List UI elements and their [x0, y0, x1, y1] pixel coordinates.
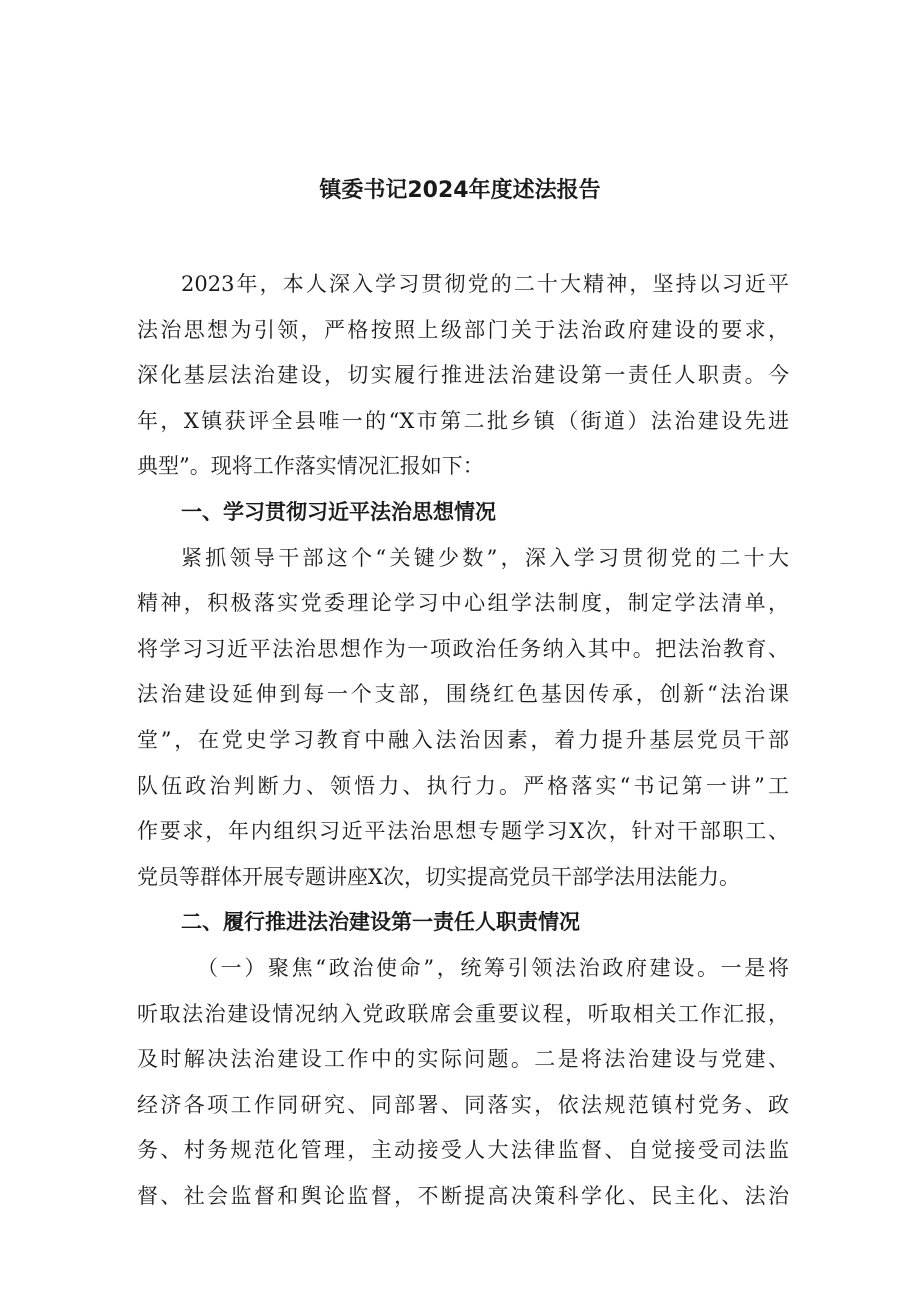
- paragraph-line: 堂”，在党史学习教育中融入法治因素，着力提升基层党员干部: [137, 727, 789, 752]
- paragraph-line: 精神，积极落实党委理论学习中心组学法制度，制定学法清单，: [137, 591, 789, 616]
- section-heading-1: 一、学习贯彻习近平法治思想情况: [181, 499, 496, 524]
- document-body: [137, 262, 789, 1219]
- paragraph-line: 将学习习近平法治思想作为一项政治任务纳入其中。把法治教育、: [137, 636, 789, 661]
- paragraph-line: 务、村务规范化管理，主动接受人大法律监督、自觉接受司法监: [137, 1138, 789, 1163]
- paragraph-line: 法治思想为引领，严格按照上级部门关于法治政府建设的要求，: [137, 317, 789, 342]
- paragraph-line: 作要求，年内组织习近平法治思想专题学习X次，针对干部职工、: [137, 819, 789, 844]
- paragraph-line: 及时解决法治建设工作中的实际问题。二是将法治建设与党建、: [137, 1047, 789, 1072]
- paragraph-line: 队伍政治判断力、领悟力、执行力。严格落实“书记第一讲”工: [137, 773, 789, 798]
- paragraph-line: 2023年，本人深入学习贯彻党的二十大精神，坚持以习近平: [181, 272, 789, 296]
- paragraph-line: （一）聚焦“政治使命”，统筹引领法治政府建设。一是将: [197, 955, 789, 980]
- section-heading-2: 二、履行推进法治建设第一责任人职责情况: [181, 910, 580, 935]
- paragraph-line: 深化基层法治建设，切实履行推进法治建设第一责任人职责。今: [137, 363, 789, 388]
- paragraph-line: 督、社会监督和舆论监督，不断提高决策科学化、民主化、法治: [137, 1183, 789, 1208]
- paragraph-line: 年，X镇获评全县唯一的“X市第二批乡镇（街道）法治建设先进: [137, 408, 789, 433]
- paragraph-line: 法治建设延伸到每一个支部，围绕红色基因传承，创新“法治课: [137, 682, 789, 707]
- paragraph-line: 听取法治建设情况纳入党政联席会重要议程，听取相关工作汇报，: [137, 1001, 789, 1026]
- paragraph-line: 经济各项工作同研究、同部署、同落实，依法规范镇村党务、政: [137, 1092, 789, 1117]
- page-title: 镇委书记2024年度述法报告: [319, 178, 601, 203]
- paragraph-line: 典型”。现将工作落实情况汇报如下：: [137, 454, 484, 479]
- paragraph-line: 党员等群体开展专题讲座X次，切实提高党员干部学法用法能力。: [137, 864, 740, 889]
- paragraph-line: 紧抓领导干部这个“关键少数”，深入学习贯彻党的二十大: [181, 545, 789, 570]
